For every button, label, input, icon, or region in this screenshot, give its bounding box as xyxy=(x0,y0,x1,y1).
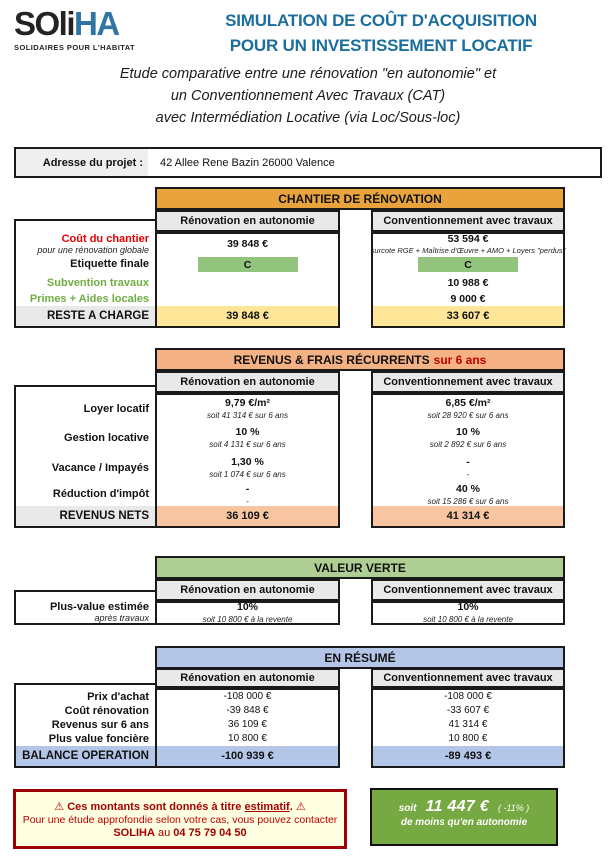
column-header-conventionnement: Conventionnement avec travaux xyxy=(371,210,565,232)
intro-line1: Etude comparative entre une rénovation "en autonomie" et xyxy=(119,66,497,82)
address-value: 42 Allee Rene Bazin 26000 Valence xyxy=(160,156,335,169)
cell-plus-value-fonciere xyxy=(373,732,563,746)
revenus-col-autonomie xyxy=(155,393,340,528)
cell-revenus-6ans xyxy=(157,718,338,732)
label-revenus-6ans xyxy=(16,718,155,732)
cell-reste-a-charge: 39 848 € xyxy=(157,306,338,326)
disclaimer-line3 xyxy=(113,827,246,839)
section-header-valeur-verte xyxy=(155,556,565,579)
savings-line1 xyxy=(372,798,556,816)
column-header-conventionnement: Conventionnement avec travaux xyxy=(371,668,565,688)
disclaimer-period: . xyxy=(289,800,293,813)
address-label: Adresse du projet : xyxy=(16,149,148,176)
section-header-chantier xyxy=(155,187,565,210)
section-header-revenus xyxy=(155,348,565,371)
cell-loyer xyxy=(157,395,338,423)
label-prix-achat xyxy=(16,690,155,704)
chantier-label-column xyxy=(14,219,157,328)
logo-tagline: SOLIDAIRES POUR L'HABITAT xyxy=(14,43,136,52)
row-label: Vacance / Impayés xyxy=(51,461,149,474)
cell-balance-operation: -89 493 € xyxy=(373,746,563,766)
label-balance-operation: BALANCE OPERATION xyxy=(16,746,155,766)
cell-plus-value-fonciere xyxy=(157,732,338,746)
cell-value: 10 % xyxy=(456,426,480,439)
cell-subvalue: surcote RGE + Maîtrise d'Œuvre + AMO + Loyers "perdus" xyxy=(370,246,566,256)
label-cout-chantier xyxy=(16,234,155,254)
cell-value: - xyxy=(466,456,470,469)
cell-loyer xyxy=(373,395,563,423)
label-primes-aides xyxy=(16,292,155,306)
logo-part-dark: SOli xyxy=(14,5,75,42)
row-sublabel: pour une rénovation globale xyxy=(37,245,149,256)
cell-subvalue: soit 10 800 € à la revente xyxy=(423,615,513,624)
cell-value: -108 000 € xyxy=(444,691,492,702)
cell-value: 36 109 € xyxy=(228,719,267,730)
cell-vacance xyxy=(157,453,338,483)
cell-etiquette xyxy=(373,254,563,275)
savings-box xyxy=(370,788,558,846)
cell-value: 53 594 € xyxy=(447,232,489,245)
energy-label-badge: C xyxy=(418,257,518,272)
valeur-verte-col-autonomie xyxy=(155,601,340,625)
cell-value: 10 800 € xyxy=(448,733,488,744)
label-cout-renovation xyxy=(16,704,155,718)
cell-value: -39 848 € xyxy=(226,705,269,716)
row-label: Etiquette finale xyxy=(70,258,149,271)
label-reduction-impot xyxy=(16,483,155,506)
row-label: Loyer locatif xyxy=(83,402,149,415)
intro-line2: un Conventionnement Avec Travaux (CAT) xyxy=(170,88,446,104)
cell-value: 9 000 € xyxy=(450,292,486,305)
cell-value: -33 607 € xyxy=(446,705,490,716)
column-header-conventionnement: Conventionnement avec travaux xyxy=(371,371,565,393)
label-etiquette-finale xyxy=(16,254,155,275)
cell-value: -108 000 € xyxy=(223,691,272,702)
cell-subvalue: soit 10 800 € à la revente xyxy=(202,615,293,624)
label-revenus-nets: REVENUS NETS xyxy=(16,506,155,526)
valeur-verte-label-column xyxy=(14,590,157,625)
page-title xyxy=(195,9,567,58)
page-title-line1: SIMULATION DE COÛT D'ACQUISITION xyxy=(225,11,537,30)
project-address-row xyxy=(14,147,602,178)
cell-revenus-6ans xyxy=(373,718,563,732)
cell-primes xyxy=(157,292,338,306)
disclaimer-box xyxy=(13,789,347,849)
revenus-col-conventionnement xyxy=(371,393,565,528)
warning-icon: ⚠ xyxy=(295,800,306,813)
cell-value: - xyxy=(245,482,250,495)
resume-label-column xyxy=(14,683,157,768)
label-plus-value-fonciere xyxy=(16,732,155,746)
chantier-col-conventionnement xyxy=(371,232,565,328)
cell-value: 40 % xyxy=(456,482,480,495)
cell-plus-value xyxy=(373,603,563,623)
column-header-conventionnement: Conventionnement avec travaux xyxy=(371,579,565,601)
cell-revenus-nets: 36 109 € xyxy=(157,506,338,526)
section-title-valeur-verte: VALEUR VERTE xyxy=(314,560,406,575)
logo-wordmark xyxy=(14,7,184,40)
cell-subvalue: - xyxy=(246,496,249,506)
cell-cout-renovation xyxy=(373,704,563,718)
cell-subvalue: soit 4 131 € sur 6 ans xyxy=(209,440,286,449)
section-header-resume xyxy=(155,646,565,669)
cell-subvalue: soit 2 892 € sur 6 ans xyxy=(429,440,507,449)
label-reste-a-charge: RESTE A CHARGE xyxy=(16,306,155,326)
revenus-label-column xyxy=(14,385,157,528)
label-vacance-impayes xyxy=(16,453,155,483)
cell-value: 9,79 €/m² xyxy=(225,397,270,410)
cell-prix-achat xyxy=(373,690,563,704)
cell-subvalue: - xyxy=(466,470,470,479)
warning-icon: ⚠ xyxy=(54,800,65,813)
row-label: Plus value foncière xyxy=(48,732,149,745)
cell-gestion xyxy=(373,423,563,453)
cell-value: 10% xyxy=(236,601,258,614)
cell-value: 10 % xyxy=(235,426,260,439)
energy-label-badge: C xyxy=(198,257,298,272)
logo-part-blue: HA xyxy=(74,5,119,42)
row-label: Coût rénovation xyxy=(64,704,149,717)
row-label: Prix d'achat xyxy=(87,690,149,703)
column-header-autonomie: Rénovation en autonomie xyxy=(155,210,340,232)
row-label: Plus-value estimée xyxy=(49,600,149,613)
resume-col-autonomie xyxy=(155,688,340,768)
label-subvention-travaux xyxy=(16,275,155,292)
cell-subvalue: soit 28 920 € sur 6 ans xyxy=(427,411,509,420)
section-title-suffix: sur 6 ans xyxy=(433,352,487,367)
row-label: Coût du chantier xyxy=(61,232,149,245)
row-sublabel: après travaux xyxy=(94,613,149,624)
disclaimer-line1 xyxy=(54,800,305,813)
cell-subvalue: soit 1 074 € sur 6 ans xyxy=(209,470,286,479)
resume-col-conventionnement xyxy=(371,688,565,768)
cell-subvalue: soit 15 286 € sur 6 ans xyxy=(427,496,509,506)
cell-subvention xyxy=(157,275,338,292)
cell-primes xyxy=(373,292,563,306)
cell-prix-achat xyxy=(157,690,338,704)
label-plus-value xyxy=(16,601,155,623)
cell-subvention xyxy=(373,275,563,292)
row-label: Gestion locative xyxy=(64,431,149,444)
label-loyer-locatif xyxy=(16,395,155,423)
column-header-autonomie: Rénovation en autonomie xyxy=(155,668,340,688)
disclaimer-au: au xyxy=(157,826,171,839)
intro-text xyxy=(0,63,616,129)
soliha-logo xyxy=(14,7,184,52)
row-label: Primes + Aides locales xyxy=(29,292,149,305)
cell-value: 39 848 € xyxy=(227,237,268,250)
cell-reduction xyxy=(373,483,563,506)
column-header-autonomie: Rénovation en autonomie xyxy=(155,579,340,601)
cell-reste-a-charge: 33 607 € xyxy=(373,306,563,326)
section-title-revenus: REVENUS & FRAIS RÉCURRENTS xyxy=(233,352,430,367)
row-label: Subvention travaux xyxy=(46,277,149,290)
cell-cout-chantier xyxy=(370,232,566,256)
column-header-autonomie: Rénovation en autonomie xyxy=(155,371,340,393)
cell-value: 10% xyxy=(457,601,479,614)
cell-revenus-nets: 41 314 € xyxy=(373,506,563,526)
intro-line3: avec Intermédiation Locative (via Loc/Sous-loc) xyxy=(155,110,461,126)
valeur-verte-col-conventionnement xyxy=(371,601,565,625)
cell-value: 1,30 % xyxy=(231,456,264,469)
disclaimer-line2: Pour une étude approfondie selon votre cas, vous pouvez contacter xyxy=(22,813,338,826)
section-title-chantier: CHANTIER DE RÉNOVATION xyxy=(278,191,442,206)
disclaimer-estimatif: estimatif xyxy=(244,800,290,813)
cell-etiquette xyxy=(157,254,338,275)
cell-subvalue: soit 41 314 € sur 6 ans xyxy=(207,411,288,420)
cell-reduction xyxy=(157,483,338,506)
cell-value: 41 314 € xyxy=(448,719,488,730)
cell-gestion xyxy=(157,423,338,453)
row-label: Réduction d'impôt xyxy=(52,488,149,501)
savings-prefix: soit xyxy=(398,803,417,814)
spacer xyxy=(16,387,155,395)
cell-cout-renovation xyxy=(157,704,338,718)
savings-caption: de moins qu'en autonomie xyxy=(400,817,528,828)
cell-balance-operation: -100 939 € xyxy=(157,746,338,766)
cell-value: 6,85 €/m² xyxy=(445,397,491,410)
disclaimer-text: Ces montants sont donnés à titre xyxy=(67,800,242,813)
disclaimer-phone: 04 75 79 04 50 xyxy=(173,826,247,839)
savings-amount: 11 447 € xyxy=(425,798,489,815)
cell-cout-chantier xyxy=(157,234,338,254)
cell-value: 10 800 € xyxy=(228,733,267,744)
cell-plus-value xyxy=(157,603,338,623)
savings-percent: ( -11% ) xyxy=(497,803,530,813)
disclaimer-soliha: SOLIHA xyxy=(113,826,155,839)
cell-value: 10 988 € xyxy=(447,277,489,290)
row-label: Revenus sur 6 ans xyxy=(51,718,149,731)
chantier-col-autonomie xyxy=(155,232,340,328)
page-title-line2: POUR UN INVESTISSEMENT LOCATIF xyxy=(229,35,533,55)
cell-vacance xyxy=(373,453,563,483)
section-title-resume: EN RÉSUMÉ xyxy=(324,650,396,665)
label-gestion-locative xyxy=(16,423,155,453)
